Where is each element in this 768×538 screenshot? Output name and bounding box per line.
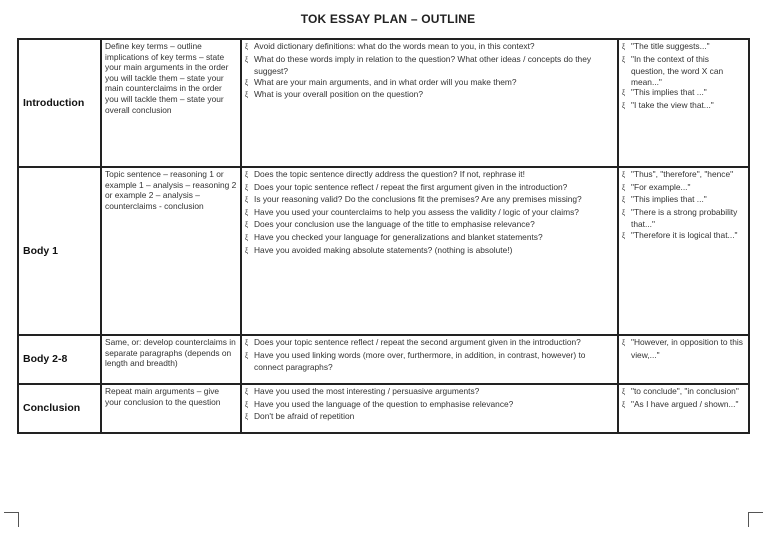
item-text: Have you used linking words (more over, furthermore, in addition, in contrast, however) to connect paragraphs? — [254, 349, 586, 373]
questions-list — [245, 337, 614, 373]
list-item — [622, 230, 745, 243]
bullet-icon: ξ — [622, 184, 626, 192]
item-text: "This implies that ..." — [631, 87, 707, 98]
phrases-list — [622, 337, 745, 360]
section-label: Body 2-8 — [18, 335, 101, 384]
crop-mark-right — [748, 512, 763, 527]
essay-plan-table — [17, 38, 750, 434]
bullet-icon: ξ — [245, 56, 249, 64]
item-text: "Therefore it is logical that..." — [631, 229, 738, 240]
bullet-icon: ξ — [622, 44, 626, 51]
bullet-icon: ξ — [622, 172, 626, 179]
list-item — [245, 350, 614, 373]
list-item — [245, 169, 614, 182]
phrases-list — [622, 386, 745, 411]
item-text: Does your conclusion use the language of the title to emphasise relevance? — [254, 219, 535, 230]
item-text: Does the topic sentence directly address the question? If not, rephrase it! — [254, 169, 525, 179]
item-text: What are your main arguments, and in what order will you make them? — [254, 76, 517, 87]
phrases-list — [622, 169, 745, 243]
item-text: "The title suggests..." — [631, 41, 710, 51]
list-item — [245, 41, 614, 54]
bullet-icon: ξ — [622, 232, 626, 240]
questions-cell — [241, 335, 618, 384]
item-text: Don't be afraid of repetition — [254, 411, 355, 422]
section-label: Introduction — [18, 39, 101, 167]
document-title: TOK ESSAY PLAN – OUTLINE — [300, 12, 476, 26]
list-item — [245, 89, 614, 102]
table-row — [18, 39, 749, 167]
item-text: "As I have argued / shown..." — [631, 398, 739, 409]
section-label: Body 1 — [18, 167, 101, 335]
item-text: "There is a strong probability that..." — [631, 206, 738, 230]
questions-list — [245, 41, 614, 102]
list-item — [622, 386, 745, 399]
bullet-icon: ξ — [245, 92, 249, 100]
list-item — [245, 77, 614, 90]
list-item — [622, 169, 745, 182]
bullet-icon: ξ — [622, 340, 626, 347]
item-text: Have you used the most interesting / persuasive arguments? — [254, 386, 480, 396]
item-text: "Thus", "therefore", "hence" — [631, 169, 734, 179]
structure-cell: Topic sentence – reasoning 1 or example 1 – analysis – reasoning 2 or example 2 – analysis – counterclaims - conclusion — [101, 167, 241, 335]
item-text: "to conclude", "in conclusion" — [631, 386, 739, 396]
list-item — [245, 54, 614, 77]
item-text: "I take the view that..." — [631, 99, 714, 110]
questions-cell — [241, 384, 618, 433]
item-text: Avoid dictionary definitions: what do the words mean to you, in this context? — [254, 41, 535, 51]
phrases-cell — [618, 39, 749, 167]
bullet-icon: ξ — [622, 389, 626, 396]
item-text: Does your topic sentence reflect / repeat the first argument given in the introduction? — [254, 181, 568, 192]
structure-cell: Same, or: develop counterclaims in separate paragraphs (depends on length and breadth) — [101, 335, 241, 384]
bullet-icon: ξ — [245, 172, 249, 179]
item-text: "This implies that ..." — [631, 194, 707, 205]
list-item — [245, 411, 614, 424]
list-item — [622, 182, 745, 195]
list-item — [622, 100, 745, 113]
bullet-icon: ξ — [622, 90, 626, 98]
questions-cell — [241, 167, 618, 335]
bullet-icon: ξ — [245, 209, 249, 217]
bullet-icon: ξ — [622, 209, 626, 217]
phrases-cell — [618, 167, 749, 335]
phrases-cell — [618, 335, 749, 384]
list-item — [245, 194, 614, 207]
list-item — [622, 54, 745, 88]
item-text: "However, in opposition to this view,..." — [631, 337, 743, 360]
questions-list — [245, 386, 614, 424]
bullet-icon: ξ — [245, 79, 249, 87]
item-text: Have you used your counterclaims to help you assess the validity / logic of your claims? — [254, 206, 579, 217]
questions-cell — [241, 39, 618, 167]
list-item — [622, 399, 745, 412]
bullet-icon: ξ — [245, 247, 249, 255]
bullet-icon: ξ — [245, 401, 249, 409]
list-item — [622, 87, 745, 100]
list-item — [245, 207, 614, 220]
list-item — [245, 182, 614, 195]
item-text: "In the context of this question, the word X can mean..." — [631, 53, 724, 87]
bullet-icon: ξ — [245, 389, 249, 396]
list-item — [622, 194, 745, 207]
table-row — [18, 335, 749, 384]
table-row — [18, 384, 749, 433]
phrases-cell — [618, 384, 749, 433]
list-item — [245, 245, 614, 258]
list-item — [622, 41, 745, 54]
list-item — [622, 337, 745, 360]
bullet-icon: ξ — [245, 184, 249, 192]
item-text: What do these words imply in relation to the question? What other ideas / concepts do they suggest? — [254, 53, 592, 77]
questions-list — [245, 169, 614, 257]
item-text: Have you checked your language for generalizations and blanket statements? — [254, 231, 543, 242]
list-item — [245, 232, 614, 245]
phrases-list — [622, 41, 745, 113]
item-text: What is your overall position on the question? — [254, 89, 423, 100]
table-row — [18, 167, 749, 335]
list-item — [622, 207, 745, 230]
item-text: Does your topic sentence reflect / repeat the second argument given in the introduction? — [254, 337, 581, 347]
bullet-icon: ξ — [245, 197, 249, 205]
structure-cell: Define key terms – outline implications of key terms – state your main arguments in the order you will tackle them – state your main counterclaims in the order you will tackle them – state your overall conclusion — [101, 39, 241, 167]
list-item — [245, 219, 614, 232]
bullet-icon: ξ — [245, 44, 249, 51]
bullet-icon: ξ — [622, 401, 626, 409]
list-item — [245, 399, 614, 412]
bullet-icon: ξ — [245, 234, 249, 242]
section-label: Conclusion — [18, 384, 101, 433]
list-item — [245, 386, 614, 399]
bullet-icon: ξ — [245, 340, 249, 347]
crop-mark-left — [4, 512, 19, 527]
item-text: Have you avoided making absolute statements? (nothing is absolute!) — [254, 244, 513, 255]
item-text: "For example..." — [631, 181, 691, 192]
bullet-icon: ξ — [622, 197, 626, 205]
bullet-icon: ξ — [245, 352, 249, 360]
bullet-icon: ξ — [622, 56, 626, 64]
structure-cell: Repeat main arguments – give your conclusion to the question — [101, 384, 241, 433]
item-text: Is your reasoning valid? Do the conclusions fit the premises? Are any premises missing? — [254, 194, 582, 205]
bullet-icon: ξ — [622, 102, 626, 110]
bullet-icon: ξ — [245, 414, 249, 422]
item-text: Have you used the language of the question to emphasise relevance? — [254, 398, 514, 409]
bullet-icon: ξ — [245, 222, 249, 230]
list-item — [245, 337, 614, 350]
